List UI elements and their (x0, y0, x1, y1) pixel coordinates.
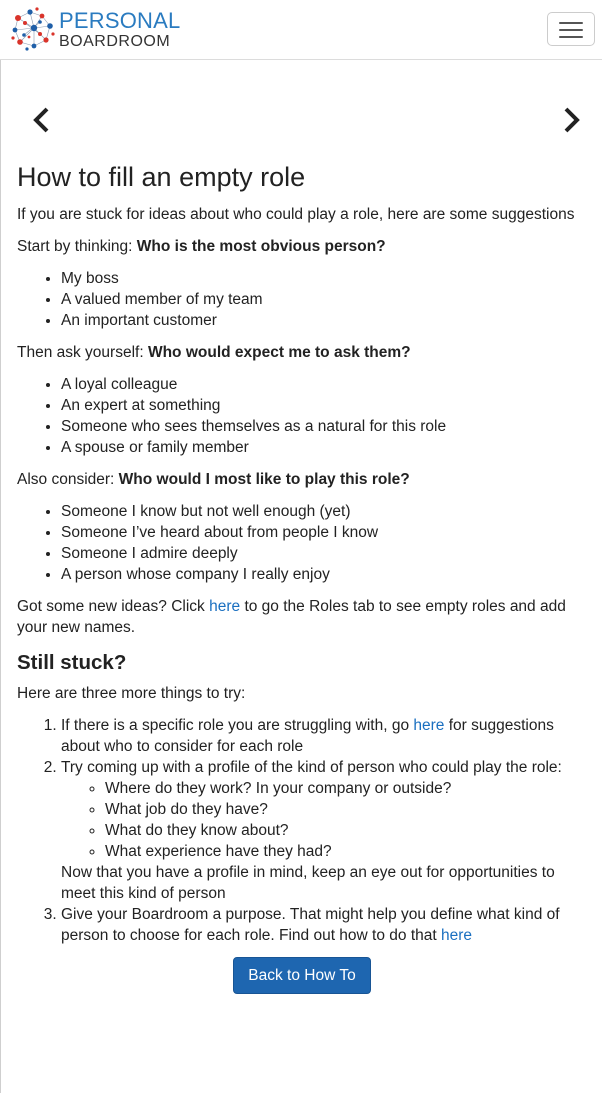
section1-question: Who is the most obvious person? (136, 238, 386, 255)
section3-question: Who would I most like to play this role? (118, 471, 410, 488)
list-item: • Someone who sees themselves as a natural for this role (61, 416, 587, 437)
list-item: • Someone I’ve heard about from people I know (61, 522, 587, 543)
section3-list (17, 501, 587, 585)
still-stuck-heading: Still stuck? (17, 651, 127, 674)
main-content (17, 160, 587, 994)
role-suggestions-link[interactable]: here (413, 717, 445, 734)
hamburger-icon (559, 29, 583, 31)
boardroom-purpose-link[interactable]: here (441, 927, 473, 944)
network-logo-icon (10, 6, 56, 52)
section1-lead: Start by thinking: (17, 238, 137, 255)
section3-lead: Also consider: (17, 471, 119, 488)
list-item: • My boss (61, 268, 587, 289)
new-ideas-before: Got some new ideas? Click (17, 598, 210, 615)
still-stuck-intro: Here are three more things to try: (17, 685, 246, 702)
step1-after: for suggestions about who to consider for each role (61, 717, 554, 755)
left-border (0, 60, 1, 1093)
roles-tab-link[interactable]: here (209, 598, 241, 615)
new-ideas-text (17, 596, 587, 638)
step3-before: Give your Boardroom a purpose. That might help you define what kind of person to choose for each role. Find out how to do that (61, 906, 560, 944)
section1-list (17, 268, 587, 331)
list-item: ◦ What experience have they had? (105, 841, 587, 862)
top-navbar (0, 0, 602, 60)
new-ideas-after: to go the Roles tab to see empty roles and add your new names. (17, 598, 566, 636)
list-item: • Someone I know but not well enough (yet) (61, 501, 587, 522)
chevron-right-icon[interactable] (558, 105, 584, 135)
step-item-1 (61, 715, 587, 757)
back-to-how-to-button[interactable]: Back to How To (233, 957, 370, 994)
intro-text: If you are stuck for ideas about who could play a role, here are some suggestions (17, 206, 575, 223)
profile-questions-list (61, 778, 587, 862)
section2-list (17, 374, 587, 458)
hamburger-menu-button[interactable] (547, 12, 595, 46)
section2-question: Who would expect me to ask them? (147, 344, 411, 361)
list-item: • An expert at something (61, 395, 587, 416)
chevron-left-icon[interactable] (29, 105, 55, 135)
list-item: • A spouse or family member (61, 437, 587, 458)
list-item: ◦ What do they know about? (105, 820, 587, 841)
step1-before: If there is a specific role you are struggling with, go (61, 717, 414, 734)
section2-prompt (17, 342, 587, 363)
hamburger-icon (559, 22, 583, 24)
section1-prompt (17, 236, 587, 257)
step2-after: Now that you have a profile in mind, keep an eye out for opportunities to meet this kind of person (61, 864, 555, 902)
still-stuck-steps (17, 715, 587, 946)
back-button-wrapper (17, 957, 587, 994)
step-item-2 (61, 757, 587, 904)
list-item: • A person whose company I really enjoy (61, 564, 587, 585)
step2-text: Try coming up with a profile of the kind of person who could play the role: (61, 759, 562, 776)
hamburger-icon (559, 36, 583, 38)
list-item: ◦ What job do they have? (105, 799, 587, 820)
personal-boardroom-logo[interactable] (10, 6, 181, 52)
section2-lead: Then ask yourself: (17, 344, 148, 361)
list-item: • Someone I admire deeply (61, 543, 587, 564)
logo-text-personal: PERSONAL (59, 8, 181, 33)
list-item: • An important customer (61, 310, 587, 331)
logo-text-boardroom: BOARDROOM (59, 33, 171, 50)
step-item-3 (61, 904, 587, 946)
list-item: • A loyal colleague (61, 374, 587, 395)
section3-prompt (17, 469, 587, 490)
page-title: How to fill an empty role (17, 162, 306, 192)
list-item: ◦ Where do they work? In your company or outside? (105, 778, 587, 799)
list-item: • A valued member of my team (61, 289, 587, 310)
